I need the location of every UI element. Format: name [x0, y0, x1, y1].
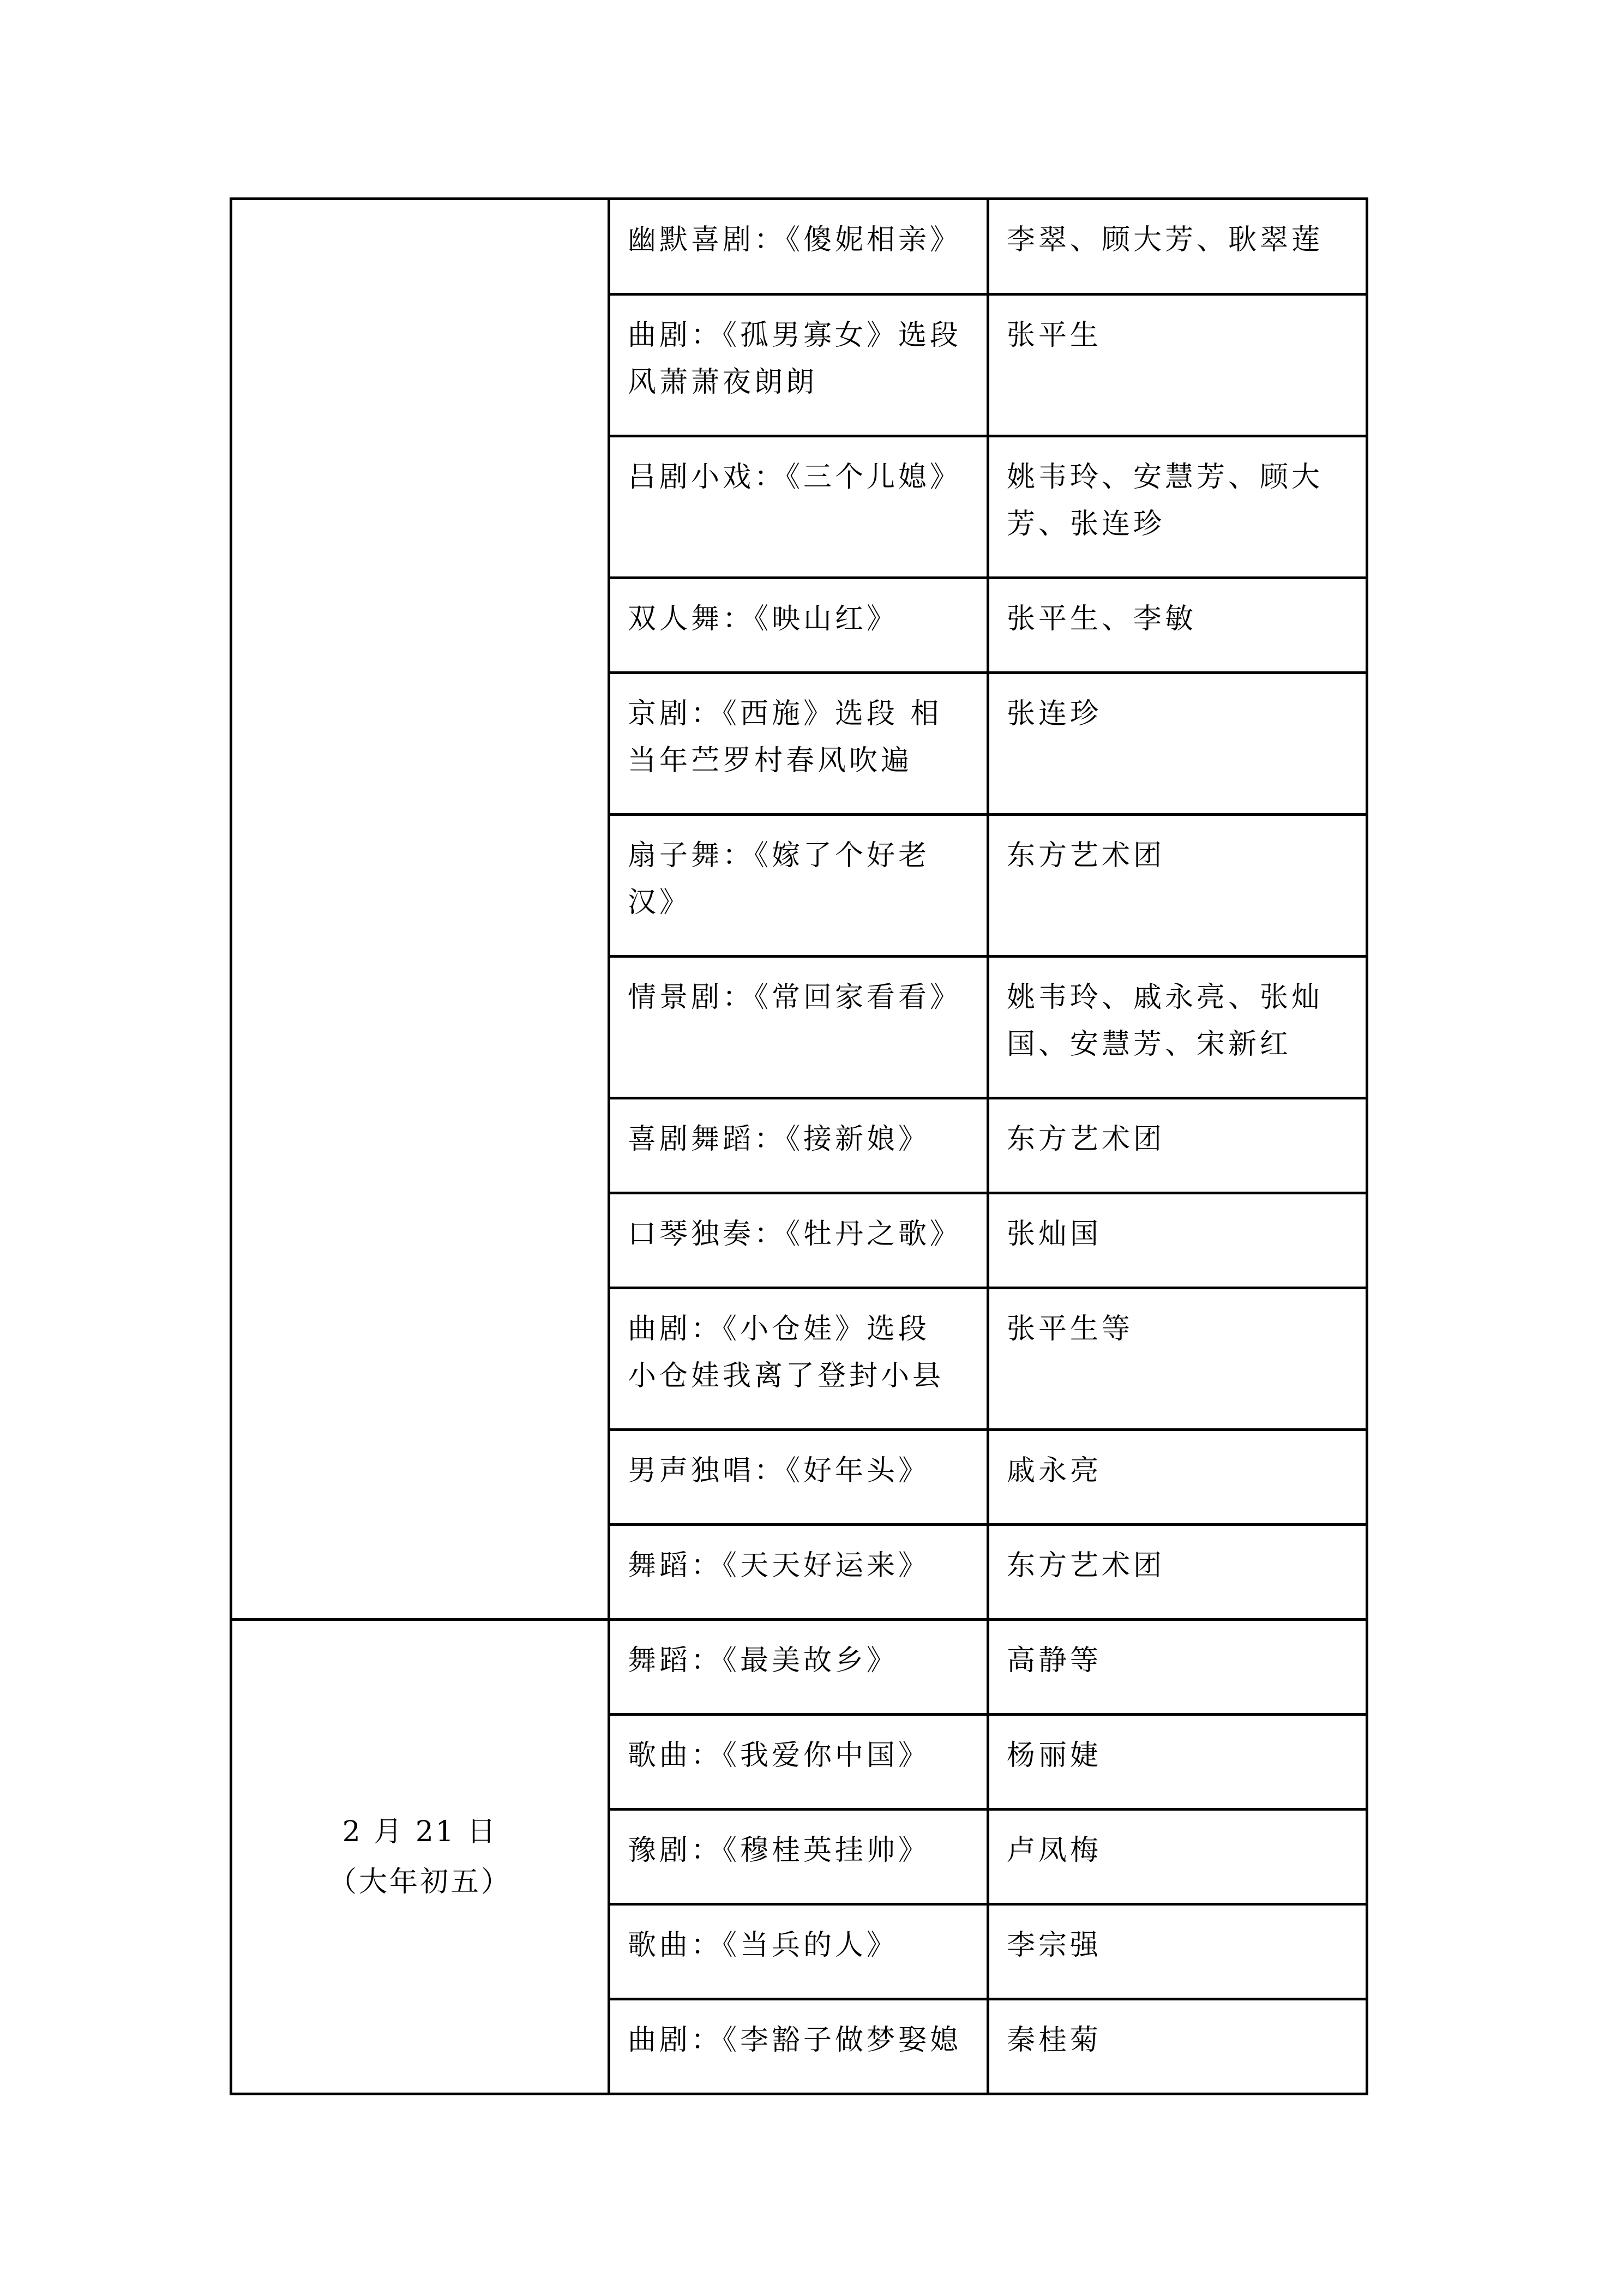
program-title-line: 豫剧：《穆桂英挂帅》 — [628, 1834, 930, 1867]
program-cell — [609, 1098, 988, 1193]
program-title-line: 歌曲：《当兵的人》 — [628, 1929, 899, 1962]
program-title-line: 口琴独奏：《牡丹之歌》 — [628, 1218, 962, 1251]
program-cell — [609, 1525, 988, 1620]
performer-names-line: 芳、张连珍 — [1007, 508, 1165, 540]
performers-cell — [988, 1904, 1367, 1999]
table-body — [231, 199, 1367, 2094]
program-cell — [609, 1715, 988, 1810]
performer-names-line: 东方艺术团 — [1007, 1549, 1165, 1582]
date-cell — [231, 1620, 609, 2094]
performers-cell — [988, 1999, 1367, 2094]
program-title-line: 曲剧：《孤男寡女》选段 — [628, 319, 962, 352]
performers-cell — [988, 815, 1367, 957]
performer-names-line: 张灿国 — [1007, 1218, 1102, 1251]
program-title-line: 歌曲：《我爱你中国》 — [628, 1739, 930, 1772]
performers-cell — [988, 1098, 1367, 1193]
performer-names-line: 张平生等 — [1007, 1313, 1134, 1345]
program-title-line: 曲剧：《小仓娃》选段 — [628, 1313, 930, 1345]
program-cell — [609, 199, 988, 294]
performers-cell — [988, 1715, 1367, 1810]
performers-cell — [988, 199, 1367, 294]
performer-names-line: 李翠、顾大芳、耿翠莲 — [1007, 224, 1324, 256]
program-cell — [609, 578, 988, 673]
performer-names-line: 李宗强 — [1007, 1929, 1102, 1962]
program-cell — [609, 1193, 988, 1288]
performer-names-line: 张平生 — [1007, 319, 1102, 352]
performers-cell — [988, 294, 1367, 436]
program-cell — [609, 1288, 988, 1430]
program-title-line: 小仓娃我离了登封小县 — [628, 1360, 945, 1392]
program-title-line: 京剧：《西施》选段 相 — [628, 698, 942, 730]
performer-names-line: 高静等 — [1007, 1644, 1102, 1677]
program-cell — [609, 294, 988, 436]
program-title-line: 吕剧小戏：《三个儿媳》 — [628, 461, 962, 494]
performers-cell — [988, 1288, 1367, 1430]
performers-cell — [988, 1430, 1367, 1525]
date-label: 2 月 21 日 — [342, 1815, 498, 1848]
program-title-line: 舞蹈：《最美故乡》 — [628, 1644, 899, 1677]
performer-names-line: 卢凤梅 — [1007, 1834, 1102, 1867]
program-title-line: 情景剧：《常回家看看》 — [628, 981, 962, 1014]
program-title-line: 汉》 — [628, 886, 692, 919]
performers-cell — [988, 1193, 1367, 1288]
program-cell — [609, 1904, 988, 1999]
program-cell — [609, 957, 988, 1098]
performers-cell — [988, 1620, 1367, 1715]
performers-cell — [988, 957, 1367, 1098]
performers-cell — [988, 436, 1367, 578]
performer-names-line: 东方艺术团 — [1007, 839, 1165, 872]
performers-cell — [988, 578, 1367, 673]
program-title-line: 幽默喜剧：《傻妮相亲》 — [628, 224, 962, 256]
table-row — [231, 199, 1367, 294]
performer-names-line: 国、安慧芳、宋新红 — [1007, 1028, 1292, 1061]
program-title-line: 舞蹈：《天天好运来》 — [628, 1549, 930, 1582]
program-schedule-table — [230, 197, 1368, 2095]
program-title-line: 风萧萧夜朗朗 — [628, 366, 818, 399]
performer-names-line: 姚韦玲、戚永亮、张灿 — [1007, 981, 1324, 1014]
performer-names-line: 东方艺术团 — [1007, 1123, 1165, 1156]
performer-names-line: 张连珍 — [1007, 698, 1102, 730]
performer-names-line: 戚永亮 — [1007, 1454, 1102, 1487]
date-cell — [231, 199, 609, 1620]
performers-cell — [988, 673, 1367, 815]
performer-names-line: 杨丽婕 — [1007, 1739, 1102, 1772]
program-title-line: 男声独唱：《好年头》 — [628, 1454, 930, 1487]
performer-names-line: 张平生、李敏 — [1007, 603, 1197, 635]
program-cell — [609, 1620, 988, 1715]
performers-cell — [988, 1525, 1367, 1620]
program-title-line: 曲剧：《李豁子做梦娶媳 — [628, 2024, 962, 2057]
program-title-line: 当年苎罗村春风吹遍 — [628, 744, 913, 777]
table-row — [231, 1620, 1367, 1715]
program-cell — [609, 1999, 988, 2094]
performer-names-line: 姚韦玲、安慧芳、顾大 — [1007, 461, 1324, 494]
program-title-line: 扇子舞：《嫁了个好老 — [628, 839, 930, 872]
program-cell — [609, 436, 988, 578]
program-cell — [609, 1810, 988, 1904]
lunar-date-label: （大年初五） — [328, 1865, 512, 1898]
program-cell — [609, 1430, 988, 1525]
performer-names-line: 秦桂菊 — [1007, 2024, 1102, 2057]
program-title-line: 喜剧舞蹈：《接新娘》 — [628, 1123, 930, 1156]
program-cell — [609, 673, 988, 815]
program-title-line: 双人舞：《映山红》 — [628, 603, 899, 635]
program-cell — [609, 815, 988, 957]
performers-cell — [988, 1810, 1367, 1904]
